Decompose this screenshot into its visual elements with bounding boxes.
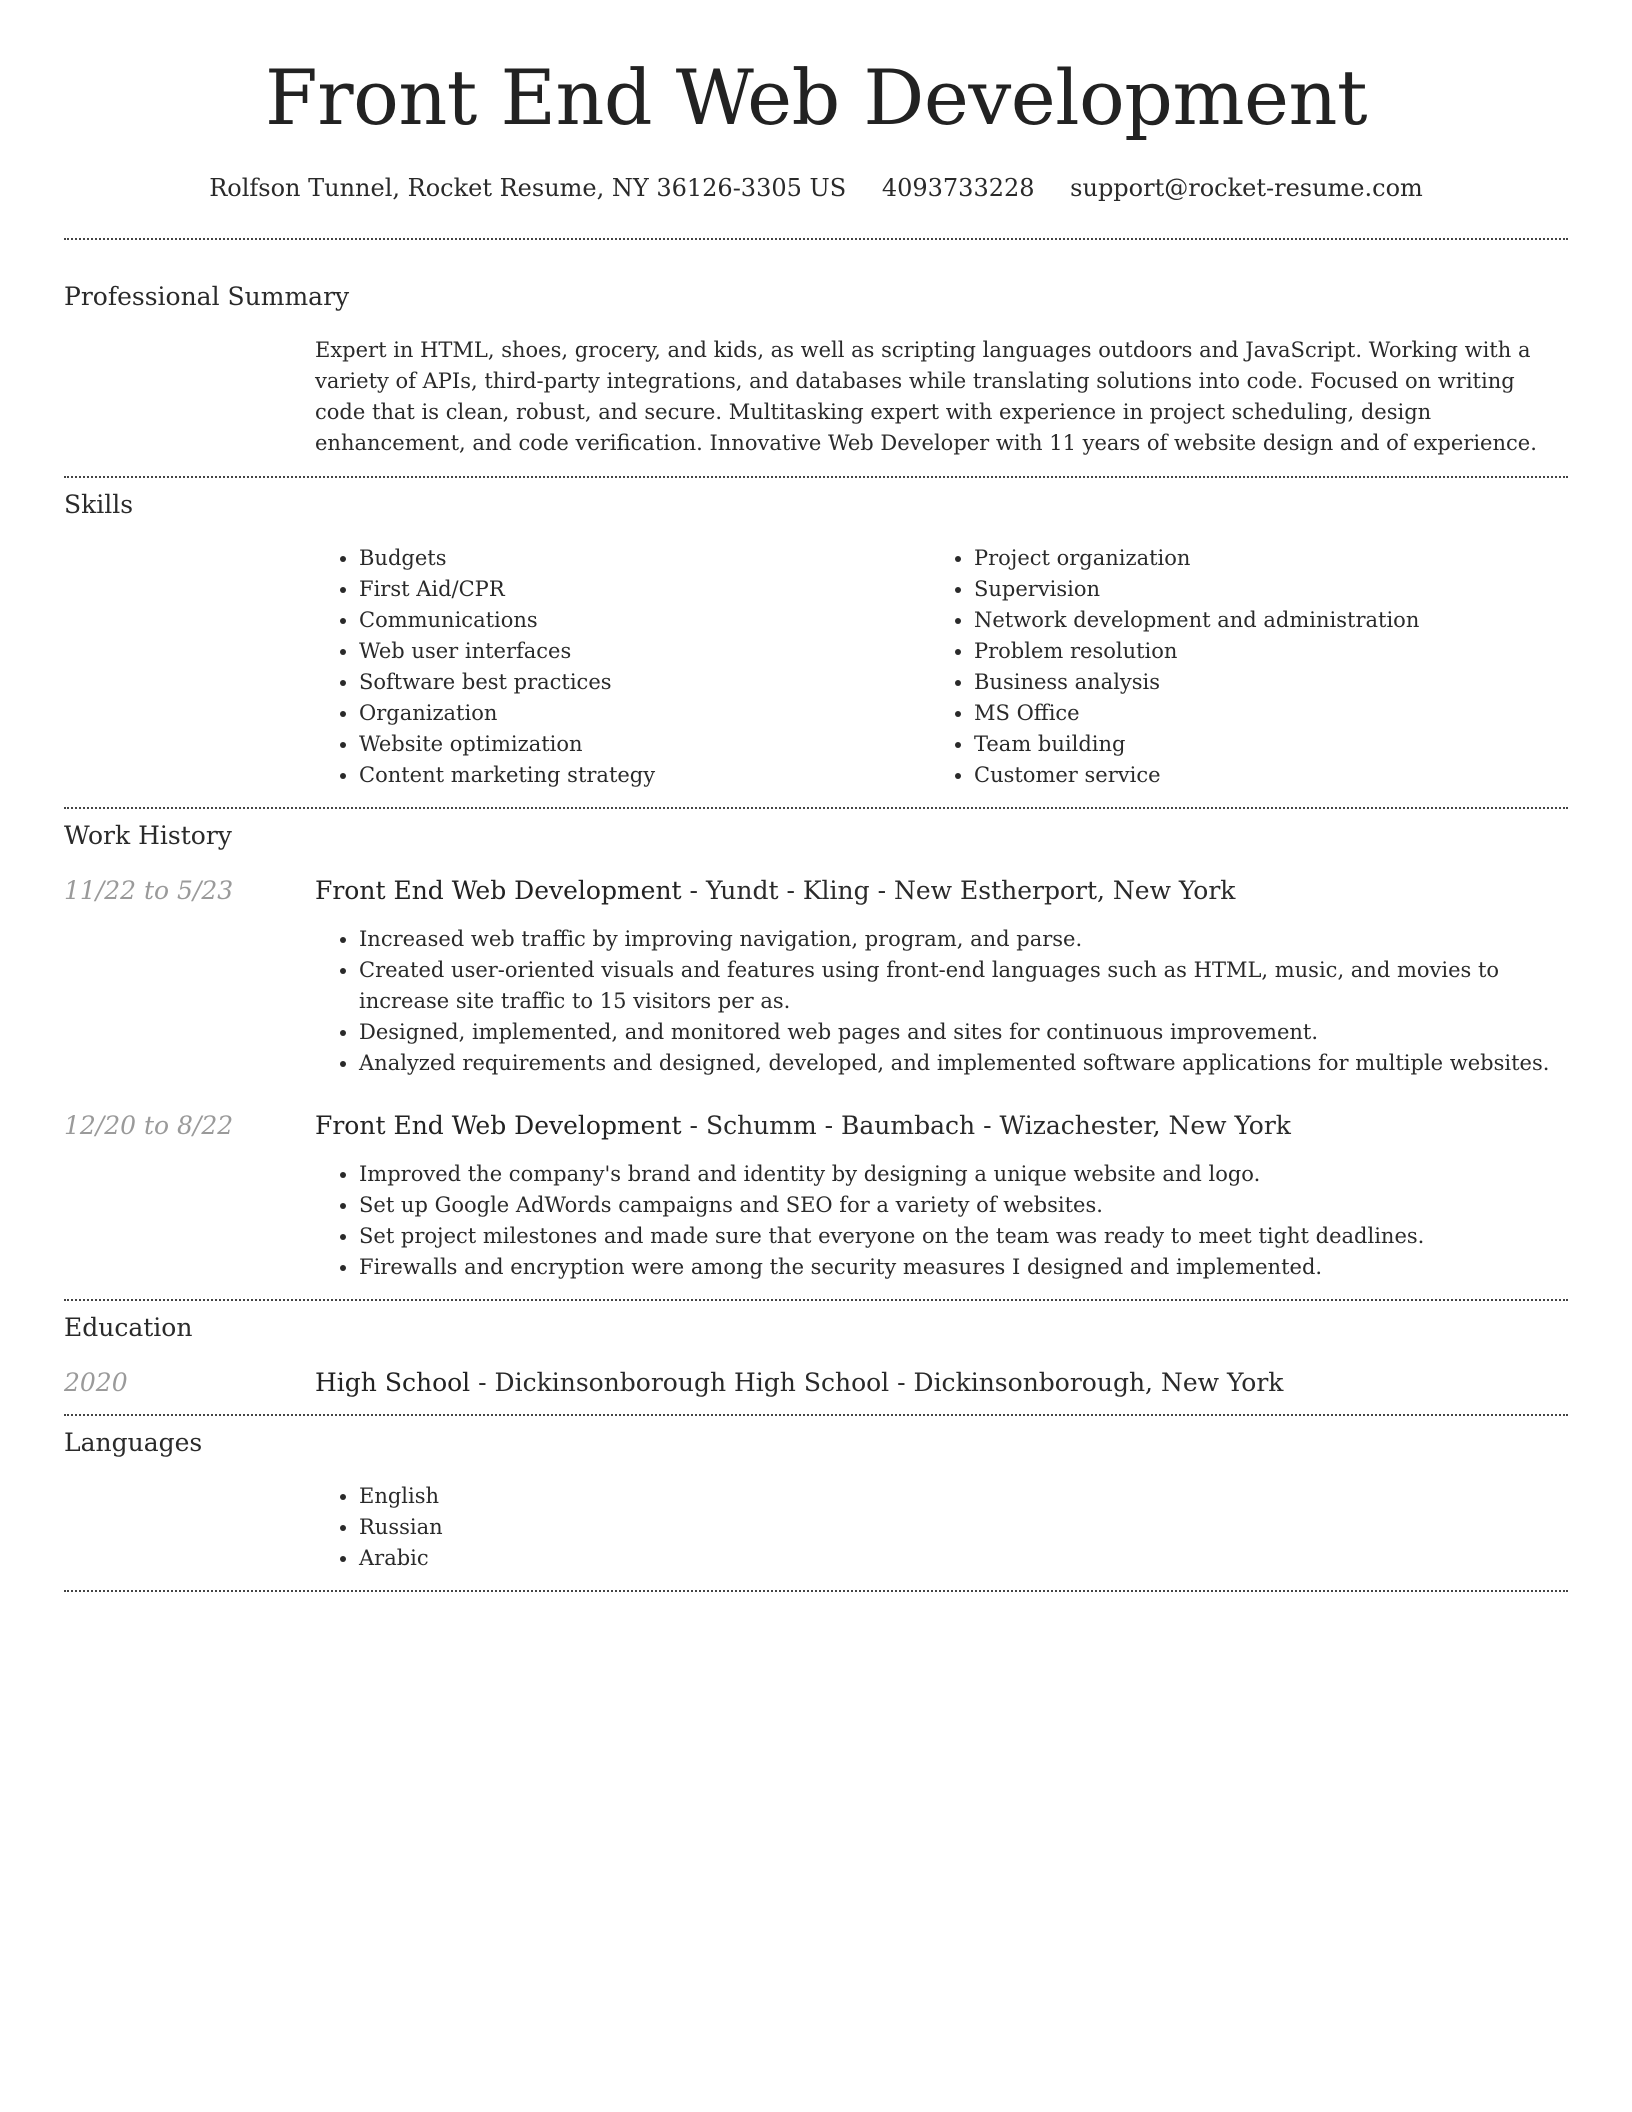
- job-dates: 11/22 to 5/23: [64, 876, 234, 905]
- job-bullet: • Created user-oriented visuals and features using front-end languages such as HTML, music, and movies to increase site traffic to 15 visitors per as.: [359, 955, 1568, 1017]
- job-role: Front End Web Development: [315, 1111, 682, 1140]
- skill-item: • Problem resolution: [974, 636, 1545, 667]
- job-bullet: • Set up Google AdWords campaigns and SEO for a variety of websites.: [359, 1190, 1568, 1221]
- skill-item: • Customer service: [974, 760, 1545, 791]
- summary-section: [64, 282, 1568, 459]
- languages-section: [64, 1428, 1568, 1574]
- skill-item: • Organization: [359, 698, 930, 729]
- job-details: - Schumm - Baumbach - Wizachester, New York: [681, 1111, 1291, 1140]
- education-title: [315, 1368, 1568, 1398]
- job-bullet: • Set project milestones and made sure that everyone on the team was ready to meet tight deadlines.: [359, 1221, 1568, 1252]
- job-bullets: [315, 1159, 1568, 1283]
- divider: [64, 1414, 1568, 1416]
- work-history-section: [64, 821, 1568, 1283]
- section-title-languages: Languages: [64, 1428, 203, 1457]
- resume-name: Front End Web Development: [265, 53, 1367, 142]
- skill-item: • Team building: [974, 729, 1545, 760]
- job-details: - Yundt - Kling - New Estherport, New York: [681, 876, 1236, 905]
- skill-item: • First Aid/CPR: [359, 574, 930, 605]
- languages-list: [315, 1481, 1568, 1574]
- job-bullet: • Increased web traffic by improving navigation, program, and parse.: [359, 924, 1568, 955]
- divider: [64, 1590, 1568, 1592]
- language-item: • English: [359, 1481, 1568, 1512]
- education-date: 2020: [64, 1368, 128, 1397]
- section-title-education: Education: [64, 1313, 193, 1342]
- education-section: [64, 1313, 1568, 1398]
- job-bullets: [315, 924, 1568, 1079]
- skills-list-right: [930, 543, 1545, 791]
- education-degree: High School: [315, 1368, 471, 1397]
- skill-item: • Software best practices: [359, 667, 930, 698]
- section-title-work: Work History: [64, 821, 232, 850]
- skill-item: • Communications: [359, 605, 930, 636]
- divider: [64, 238, 1568, 240]
- skills-section: [64, 490, 1568, 791]
- skill-item: • Network development and administration: [974, 605, 1545, 636]
- skill-item: • MS Office: [974, 698, 1545, 729]
- job-body: [315, 1111, 1568, 1283]
- education-entry: [64, 1368, 1568, 1398]
- job-title: [315, 1111, 1568, 1141]
- skills-columns: [315, 543, 1568, 791]
- section-title-skills: Skills: [64, 490, 134, 519]
- summary-text: Expert in HTML, shoes, grocery, and kids, as well as scripting languages outdoors and JavaScript. Working with a variety of APIs, third-party integrations, and databases while translating solutions into code. Focused on writing code that is clean, robust, and secure. Multitasking expert with experience in project scheduling, design enhancement, and code verification. Innovative Web Developer with 11 years of website design and of experience.: [315, 338, 1537, 455]
- resume-page: [64, 0, 1568, 1592]
- skill-item: • Business analysis: [974, 667, 1545, 698]
- skill-item: • Supervision: [974, 574, 1545, 605]
- job-body: [315, 876, 1568, 1079]
- job-bullet: • Firewalls and encryption were among the security measures I designed and implemented.: [359, 1252, 1568, 1283]
- job-bullet: • Analyzed requirements and designed, developed, and implemented software applications for multiple websites.: [359, 1048, 1568, 1079]
- education-body: [315, 1368, 1568, 1398]
- divider: [64, 807, 1568, 809]
- skill-item: • Website optimization: [359, 729, 930, 760]
- skill-item: • Project organization: [974, 543, 1545, 574]
- job-bullet: • Designed, implemented, and monitored web pages and sites for continuous improvement.: [359, 1017, 1568, 1048]
- skills-list-left: [315, 543, 930, 791]
- job-role: Front End Web Development: [315, 876, 682, 905]
- language-item: • Arabic: [359, 1543, 1568, 1574]
- skill-item: • Content marketing strategy: [359, 760, 930, 791]
- skill-item: • Web user interfaces: [359, 636, 930, 667]
- section-title-summary: Professional Summary: [64, 282, 350, 311]
- job-entry: [64, 1111, 1568, 1283]
- education-details: - Dickinsonborough High School - Dickinsonborough, New York: [470, 1368, 1284, 1397]
- contact-line: [64, 174, 1568, 202]
- contact-email: support@rocket-resume.com: [1070, 174, 1423, 202]
- contact-address: Rolfson Tunnel, Rocket Resume, NY 36126-3305 US: [209, 174, 847, 202]
- job-bullet: • Improved the company's brand and identity by designing a unique website and logo.: [359, 1159, 1568, 1190]
- language-item: • Russian: [359, 1512, 1568, 1543]
- job-entry: [64, 876, 1568, 1079]
- job-title: [315, 876, 1568, 906]
- job-dates: 12/20 to 8/22: [64, 1111, 234, 1140]
- skill-item: • Budgets: [359, 543, 930, 574]
- contact-phone: 4093733228: [881, 174, 1035, 202]
- divider: [64, 476, 1568, 478]
- divider: [64, 1299, 1568, 1301]
